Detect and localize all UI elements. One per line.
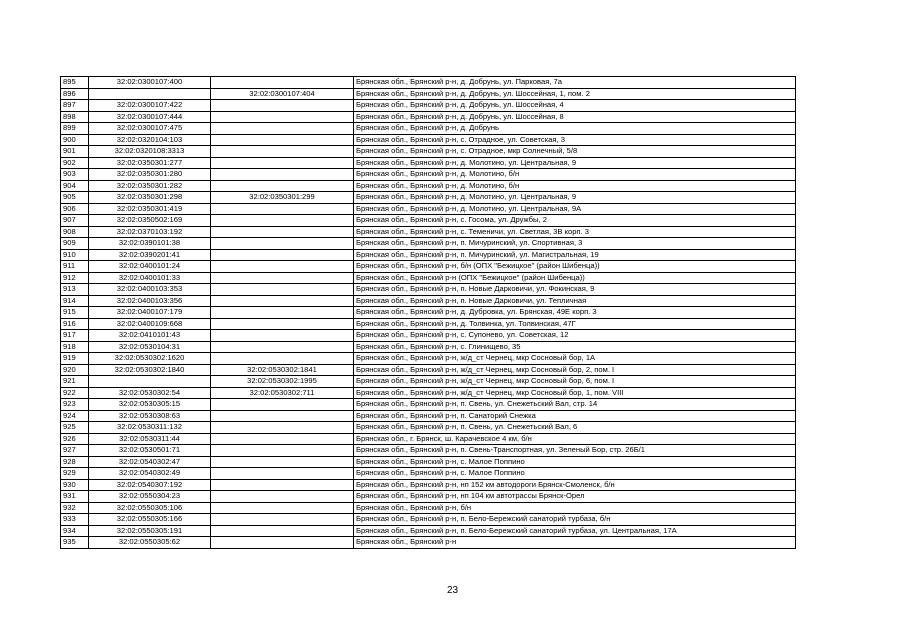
- cadastral-number-cell: 32:02:0550305:191: [89, 525, 211, 537]
- related-cadastral-number-cell: [211, 433, 354, 445]
- row-number-cell: 896: [61, 88, 89, 100]
- cadastral-table: [60, 76, 796, 549]
- row-number-cell: 897: [61, 100, 89, 112]
- related-cadastral-number-cell: [211, 146, 354, 158]
- cadastral-number-cell: 32:02:0530302:54: [89, 387, 211, 399]
- table-row: [61, 295, 796, 307]
- cadastral-number-cell: 32:02:0530302:1840: [89, 364, 211, 376]
- cadastral-number-cell: 32:02:0400101:24: [89, 261, 211, 273]
- cadastral-number-cell: 32:02:0530311:44: [89, 433, 211, 445]
- table-row: [61, 307, 796, 319]
- row-number-cell: 935: [61, 537, 89, 549]
- related-cadastral-number-cell: [211, 272, 354, 284]
- row-number-cell: 915: [61, 307, 89, 319]
- row-number-cell: 926: [61, 433, 89, 445]
- cadastral-number-cell: 32:02:0350301:280: [89, 169, 211, 181]
- related-cadastral-number-cell: [211, 468, 354, 480]
- table-row: [61, 215, 796, 227]
- related-cadastral-number-cell: [211, 456, 354, 468]
- table-row: [61, 387, 796, 399]
- address-cell: Брянская обл., Брянский р-н, с. Глинищево, 35: [354, 341, 796, 353]
- address-cell: Брянская обл., Брянский р-н, ж/д_ст Чернец, мкр Сосновый бор, 2, пом. I: [354, 364, 796, 376]
- address-cell: Брянская обл., Брянский р-н, д. Молотино, б/н: [354, 169, 796, 181]
- table-row: [61, 249, 796, 261]
- cadastral-number-cell: 32:02:0390101:38: [89, 238, 211, 250]
- row-number-cell: 899: [61, 123, 89, 135]
- table-row: [61, 180, 796, 192]
- table-row: [61, 272, 796, 284]
- row-number-cell: 929: [61, 468, 89, 480]
- cadastral-number-cell: 32:02:0300107:475: [89, 123, 211, 135]
- row-number-cell: 932: [61, 502, 89, 514]
- cadastral-number-cell: 32:02:0530308:63: [89, 410, 211, 422]
- related-cadastral-number-cell: [211, 284, 354, 296]
- row-number-cell: 914: [61, 295, 89, 307]
- related-cadastral-number-cell: 32:02:0300107:404: [211, 88, 354, 100]
- related-cadastral-number-cell: 32:02:0530302:1995: [211, 376, 354, 388]
- row-number-cell: 916: [61, 318, 89, 330]
- table-row: [61, 514, 796, 526]
- table-row: [61, 399, 796, 411]
- table-row: [61, 537, 796, 549]
- address-cell: Брянская обл., Брянский р-н, ж/д_ст Чернец, мкр Сосновый бор, 6, пом. I: [354, 376, 796, 388]
- related-cadastral-number-cell: [211, 215, 354, 227]
- row-number-cell: 919: [61, 353, 89, 365]
- cadastral-number-cell: 32:02:0540302:47: [89, 456, 211, 468]
- cadastral-number-cell: 32:02:0350301:419: [89, 203, 211, 215]
- related-cadastral-number-cell: [211, 318, 354, 330]
- address-cell: Брянская обл., Брянский р-н, д. Молотино, б/н: [354, 180, 796, 192]
- table-row: [61, 318, 796, 330]
- table-row: [61, 376, 796, 388]
- row-number-cell: 918: [61, 341, 89, 353]
- related-cadastral-number-cell: [211, 491, 354, 503]
- row-number-cell: 925: [61, 422, 89, 434]
- related-cadastral-number-cell: [211, 399, 354, 411]
- table-row: [61, 226, 796, 238]
- cadastral-number-cell: 32:02:0550305:106: [89, 502, 211, 514]
- address-cell: Брянская обл., Брянский р-н, д. Добрунь, ул. Шоссейная, 8: [354, 111, 796, 123]
- row-number-cell: 902: [61, 157, 89, 169]
- cadastral-number-cell: [89, 376, 211, 388]
- address-cell: Брянская обл., Брянский р-н (ОПХ "Бежицкое" (район Шибенца)): [354, 272, 796, 284]
- table-row: [61, 445, 796, 457]
- cadastral-number-cell: 32:02:0400109:668: [89, 318, 211, 330]
- row-number-cell: 934: [61, 525, 89, 537]
- related-cadastral-number-cell: [211, 203, 354, 215]
- address-cell: Брянская обл., Брянский р-н, с. Малое Поппино: [354, 468, 796, 480]
- cadastral-number-cell: 32:02:0300107:422: [89, 100, 211, 112]
- related-cadastral-number-cell: [211, 77, 354, 89]
- row-number-cell: 933: [61, 514, 89, 526]
- row-number-cell: 908: [61, 226, 89, 238]
- table-row: [61, 157, 796, 169]
- related-cadastral-number-cell: 32:02:0530302:711: [211, 387, 354, 399]
- address-cell: Брянская обл., Брянский р-н, п. Новые Дарковичи, ул. Фокинская, 9: [354, 284, 796, 296]
- address-cell: Брянская обл., Брянский р-н, с. Теменичи, ул. Светлая, 3В корп. 3: [354, 226, 796, 238]
- related-cadastral-number-cell: [211, 261, 354, 273]
- row-number-cell: 898: [61, 111, 89, 123]
- row-number-cell: 924: [61, 410, 89, 422]
- table-row: [61, 330, 796, 342]
- related-cadastral-number-cell: [211, 180, 354, 192]
- address-cell: Брянская обл., Брянский р-н, д. Молотино, ул. Центральная, 9: [354, 157, 796, 169]
- table-row: [61, 422, 796, 434]
- row-number-cell: 912: [61, 272, 89, 284]
- address-cell: Брянская обл., Брянский р-н, п. Свень-Транспортная, ул. Зеленый Бор, стр. 26Б/1: [354, 445, 796, 457]
- related-cadastral-number-cell: [211, 307, 354, 319]
- related-cadastral-number-cell: [211, 295, 354, 307]
- row-number-cell: 928: [61, 456, 89, 468]
- related-cadastral-number-cell: [211, 410, 354, 422]
- table-row: [61, 502, 796, 514]
- related-cadastral-number-cell: [211, 238, 354, 250]
- cadastral-number-cell: [89, 88, 211, 100]
- cadastral-number-cell: 32:02:0410101:43: [89, 330, 211, 342]
- related-cadastral-number-cell: [211, 169, 354, 181]
- related-cadastral-number-cell: [211, 479, 354, 491]
- row-number-cell: 922: [61, 387, 89, 399]
- row-number-cell: 901: [61, 146, 89, 158]
- row-number-cell: 920: [61, 364, 89, 376]
- address-cell: Брянская обл., Брянский р-н, с. Отрадное, ул. Советская, 3: [354, 134, 796, 146]
- row-number-cell: 921: [61, 376, 89, 388]
- row-number-cell: 930: [61, 479, 89, 491]
- table-row: [61, 77, 796, 89]
- table-row: [61, 134, 796, 146]
- table-row: [61, 111, 796, 123]
- address-cell: Брянская обл., Брянский р-н, д. Добрунь, ул. Шоссейная, 1, пом. 2: [354, 88, 796, 100]
- address-cell: Брянская обл., г. Брянск, ш. Карачевское 4 км, б/н: [354, 433, 796, 445]
- address-cell: Брянская обл., Брянский р-н, нп 152 км автодороги Брянск-Смоленск, б/н: [354, 479, 796, 491]
- cadastral-number-cell: 32:02:0400103:356: [89, 295, 211, 307]
- address-cell: Брянская обл., Брянский р-н, д. Толвинка, ул. Толвинская, 47Г: [354, 318, 796, 330]
- table-row: [61, 491, 796, 503]
- table-row: [61, 479, 796, 491]
- related-cadastral-number-cell: [211, 330, 354, 342]
- address-cell: Брянская обл., Брянский р-н, б/н: [354, 502, 796, 514]
- table-row: [61, 192, 796, 204]
- cadastral-number-cell: 32:02:0550305:166: [89, 514, 211, 526]
- related-cadastral-number-cell: [211, 422, 354, 434]
- cadastral-number-cell: 32:02:0540302:49: [89, 468, 211, 480]
- cadastral-number-cell: 32:02:0350502:169: [89, 215, 211, 227]
- address-cell: Брянская обл., Брянский р-н, д. Дубровка, ул. Брянская, 49Е корп. 3: [354, 307, 796, 319]
- cadastral-number-cell: 32:02:0400107:179: [89, 307, 211, 319]
- cadastral-number-cell: 32:02:0320108:3313: [89, 146, 211, 158]
- related-cadastral-number-cell: [211, 157, 354, 169]
- table-row: [61, 341, 796, 353]
- row-number-cell: 923: [61, 399, 89, 411]
- cadastral-number-cell: 32:02:0530302:1620: [89, 353, 211, 365]
- cadastral-number-cell: 32:02:0530305:15: [89, 399, 211, 411]
- address-cell: Брянская обл., Брянский р-н, с. Малое Поппино: [354, 456, 796, 468]
- cadastral-number-cell: 32:02:0400103:353: [89, 284, 211, 296]
- address-cell: Брянская обл., Брянский р-н, п. Бело-Бережский санаторий турбаза, б/н: [354, 514, 796, 526]
- cadastral-number-cell: 32:02:0350301:277: [89, 157, 211, 169]
- table-row: [61, 203, 796, 215]
- related-cadastral-number-cell: [211, 445, 354, 457]
- cadastral-number-cell: 32:02:0400101:33: [89, 272, 211, 284]
- cadastral-number-cell: 32:02:0540307:192: [89, 479, 211, 491]
- row-number-cell: 903: [61, 169, 89, 181]
- address-cell: Брянская обл., Брянский р-н: [354, 537, 796, 549]
- table-row: [61, 433, 796, 445]
- address-cell: Брянская обл., Брянский р-н, п. Мичуринский, ул. Магистральная, 19: [354, 249, 796, 261]
- table-row: [61, 284, 796, 296]
- table-body: [61, 77, 796, 549]
- cadastral-number-cell: 32:02:0350301:282: [89, 180, 211, 192]
- address-cell: Брянская обл., Брянский р-н, д. Добрунь, ул. Парковая, 7а: [354, 77, 796, 89]
- related-cadastral-number-cell: [211, 249, 354, 261]
- table-row: [61, 123, 796, 135]
- related-cadastral-number-cell: [211, 134, 354, 146]
- cadastral-number-cell: 32:02:0320104:103: [89, 134, 211, 146]
- cadastral-number-cell: 32:02:0370103:192: [89, 226, 211, 238]
- address-cell: Брянская обл., Брянский р-н, с. Супонево, ул. Советская, 12: [354, 330, 796, 342]
- cadastral-number-cell: 32:02:0530311:132: [89, 422, 211, 434]
- address-cell: Брянская обл., Брянский р-н, п. Мичуринский, ул. Спортивная, 3: [354, 238, 796, 250]
- related-cadastral-number-cell: [211, 514, 354, 526]
- related-cadastral-number-cell: [211, 525, 354, 537]
- table-row: [61, 146, 796, 158]
- related-cadastral-number-cell: [211, 123, 354, 135]
- row-number-cell: 927: [61, 445, 89, 457]
- address-cell: Брянская обл., Брянский р-н, д. Добрунь, ул. Шоссейная, 4: [354, 100, 796, 112]
- related-cadastral-number-cell: 32:02:0530302:1841: [211, 364, 354, 376]
- table-row: [61, 410, 796, 422]
- address-cell: Брянская обл., Брянский р-н, д. Добрунь: [354, 123, 796, 135]
- address-cell: Брянская обл., Брянский р-н, п. Свень, ул. Снежетьский Вал, стр. 14: [354, 399, 796, 411]
- cadastral-number-cell: 32:02:0550304:23: [89, 491, 211, 503]
- address-cell: Брянская обл., Брянский р-н, ж/д_ст Чернец, мкр Сосновый бор, 1А: [354, 353, 796, 365]
- cadastral-number-cell: 32:02:0350301:298: [89, 192, 211, 204]
- row-number-cell: 931: [61, 491, 89, 503]
- address-cell: Брянская обл., Брянский р-н, п. Новые Дарковичи, ул. Тепличная: [354, 295, 796, 307]
- row-number-cell: 907: [61, 215, 89, 227]
- row-number-cell: 917: [61, 330, 89, 342]
- related-cadastral-number-cell: [211, 341, 354, 353]
- address-cell: Брянская обл., Брянский р-н, п. Свень, ул. Снежетьский Вал, 6: [354, 422, 796, 434]
- row-number-cell: 895: [61, 77, 89, 89]
- address-cell: Брянская обл., Брянский р-н, нп 104 км автотрассы Брянск-Орел: [354, 491, 796, 503]
- row-number-cell: 906: [61, 203, 89, 215]
- table-row: [61, 353, 796, 365]
- related-cadastral-number-cell: [211, 226, 354, 238]
- table-row: [61, 364, 796, 376]
- address-cell: Брянская обл., Брянский р-н, с. Отрадное, мкр Солнечный, 5/8: [354, 146, 796, 158]
- table-row: [61, 100, 796, 112]
- table-row: [61, 88, 796, 100]
- row-number-cell: 910: [61, 249, 89, 261]
- cadastral-number-cell: 32:02:0300107:444: [89, 111, 211, 123]
- page-number: 23: [446, 585, 459, 596]
- related-cadastral-number-cell: [211, 502, 354, 514]
- row-number-cell: 904: [61, 180, 89, 192]
- related-cadastral-number-cell: [211, 100, 354, 112]
- related-cadastral-number-cell: [211, 353, 354, 365]
- table-row: [61, 169, 796, 181]
- related-cadastral-number-cell: [211, 111, 354, 123]
- row-number-cell: 913: [61, 284, 89, 296]
- related-cadastral-number-cell: 32:02:0350301:299: [211, 192, 354, 204]
- address-cell: Брянская обл., Брянский р-н, д. Молотино, ул. Центральная, 9А: [354, 203, 796, 215]
- address-cell: Брянская обл., Брянский р-н, п. Санаторий Снежка: [354, 410, 796, 422]
- table-row: [61, 456, 796, 468]
- row-number-cell: 911: [61, 261, 89, 273]
- cadastral-number-cell: 32:02:0530104:31: [89, 341, 211, 353]
- table-row: [61, 468, 796, 480]
- address-cell: Брянская обл., Брянский р-н, ж/д_ст Чернец, мкр Сосновый бор, 1, пом. VIII: [354, 387, 796, 399]
- table-row: [61, 238, 796, 250]
- address-cell: Брянская обл., Брянский р-н, п. Бело-Бережский санаторий турбаза, ул. Центральная, 17А: [354, 525, 796, 537]
- row-number-cell: 905: [61, 192, 89, 204]
- table-row: [61, 261, 796, 273]
- related-cadastral-number-cell: [211, 537, 354, 549]
- row-number-cell: 909: [61, 238, 89, 250]
- row-number-cell: 900: [61, 134, 89, 146]
- address-cell: Брянская обл., Брянский р-н, б/н (ОПХ "Бежицкое" (район Шибенца)): [354, 261, 796, 273]
- cadastral-number-cell: 32:02:0390201:41: [89, 249, 211, 261]
- cadastral-number-cell: 32:02:0550305:62: [89, 537, 211, 549]
- cadastral-number-cell: 32:02:0300107:400: [89, 77, 211, 89]
- address-cell: Брянская обл., Брянский р-н, д. Молотино, ул. Центральная, 9: [354, 192, 796, 204]
- table-row: [61, 525, 796, 537]
- address-cell: Брянская обл., Брянский р-н, с. Госома, ул. Дружбы, 2: [354, 215, 796, 227]
- cadastral-number-cell: 32:02:0530501:71: [89, 445, 211, 457]
